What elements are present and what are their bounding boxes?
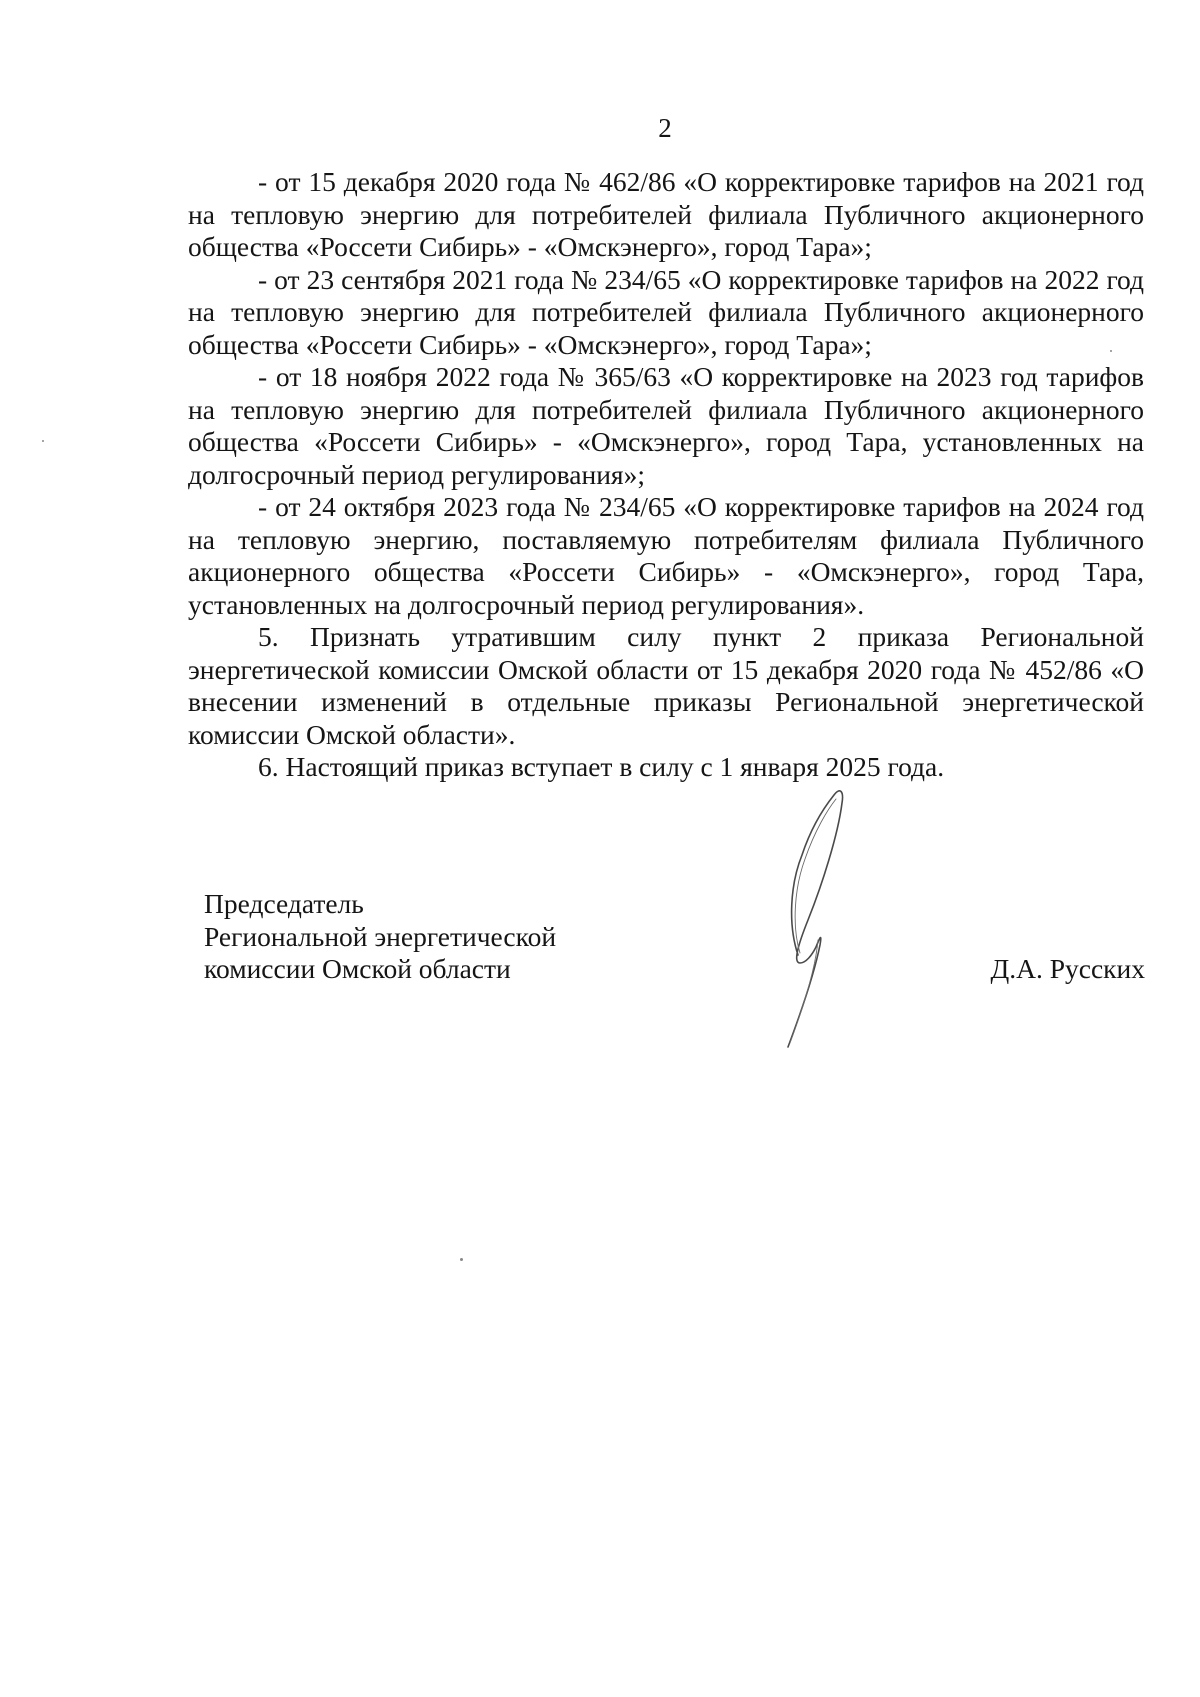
position-line: Региональной энергетической — [204, 920, 557, 952]
handwritten-signature — [760, 785, 870, 1055]
page-number: 2 — [658, 113, 672, 143]
position-line: комиссии Омской области — [204, 953, 511, 984]
scan-speck — [1110, 350, 1112, 352]
paragraph-order-2022: - от 18 ноября 2022 года № 365/63 «О корректировке на 2023 год тарифов на тепловую энергию для потребителей филиала Публичного акционерного общества «Россети Сибирь» - «Омскэнерго», город Тара, установленных на долгосрочный период регулирования»; — [188, 361, 1144, 490]
scan-speck — [460, 1258, 463, 1261]
paragraph-order-2020: - от 15 декабря 2020 года № 462/86 «О корректировке тарифов на 2021 год на тепловую энергию для потребителей филиала Публичного акционерного общества «Россети Сибирь» - «Омскэнерго», город Тара»; — [188, 166, 1144, 262]
paragraph-order-2023: - от 24 октября 2023 года № 234/65 «О корректировке тарифов на 2024 год на тепловую энергию, поставляемую потребителям филиала Публичного акционерного общества «Россети Сибирь» - «Омскэнерго», город Тара, установленных на долгосрочный период регулирования». — [188, 491, 1144, 620]
paragraph-item-6: 6. Настоящий приказ вступает в силу с 1 января 2025 года. — [258, 751, 945, 782]
paragraph-item-5: 5. Признать утратившим силу пункт 2 приказа Региональной энергетической комиссии Омской области от 15 декабря 2020 года № 452/86 «О внесении изменений в отдельные приказы Региональной энергетической комиссии Омской области». — [188, 621, 1144, 750]
paragraph-order-2021: - от 23 сентября 2021 года № 234/65 «О корректировке тарифов на 2022 год на тепловую энергию для потребителей филиала Публичного акционерного общества «Россети Сибирь» - «Омскэнерго», город Тара»; — [188, 263, 1144, 360]
signer-name: Д.А. Русских — [990, 953, 1145, 984]
position-line: Председатель — [204, 888, 364, 919]
signatory-position — [204, 888, 556, 986]
document-body — [188, 166, 1144, 784]
scan-speck — [42, 440, 44, 442]
